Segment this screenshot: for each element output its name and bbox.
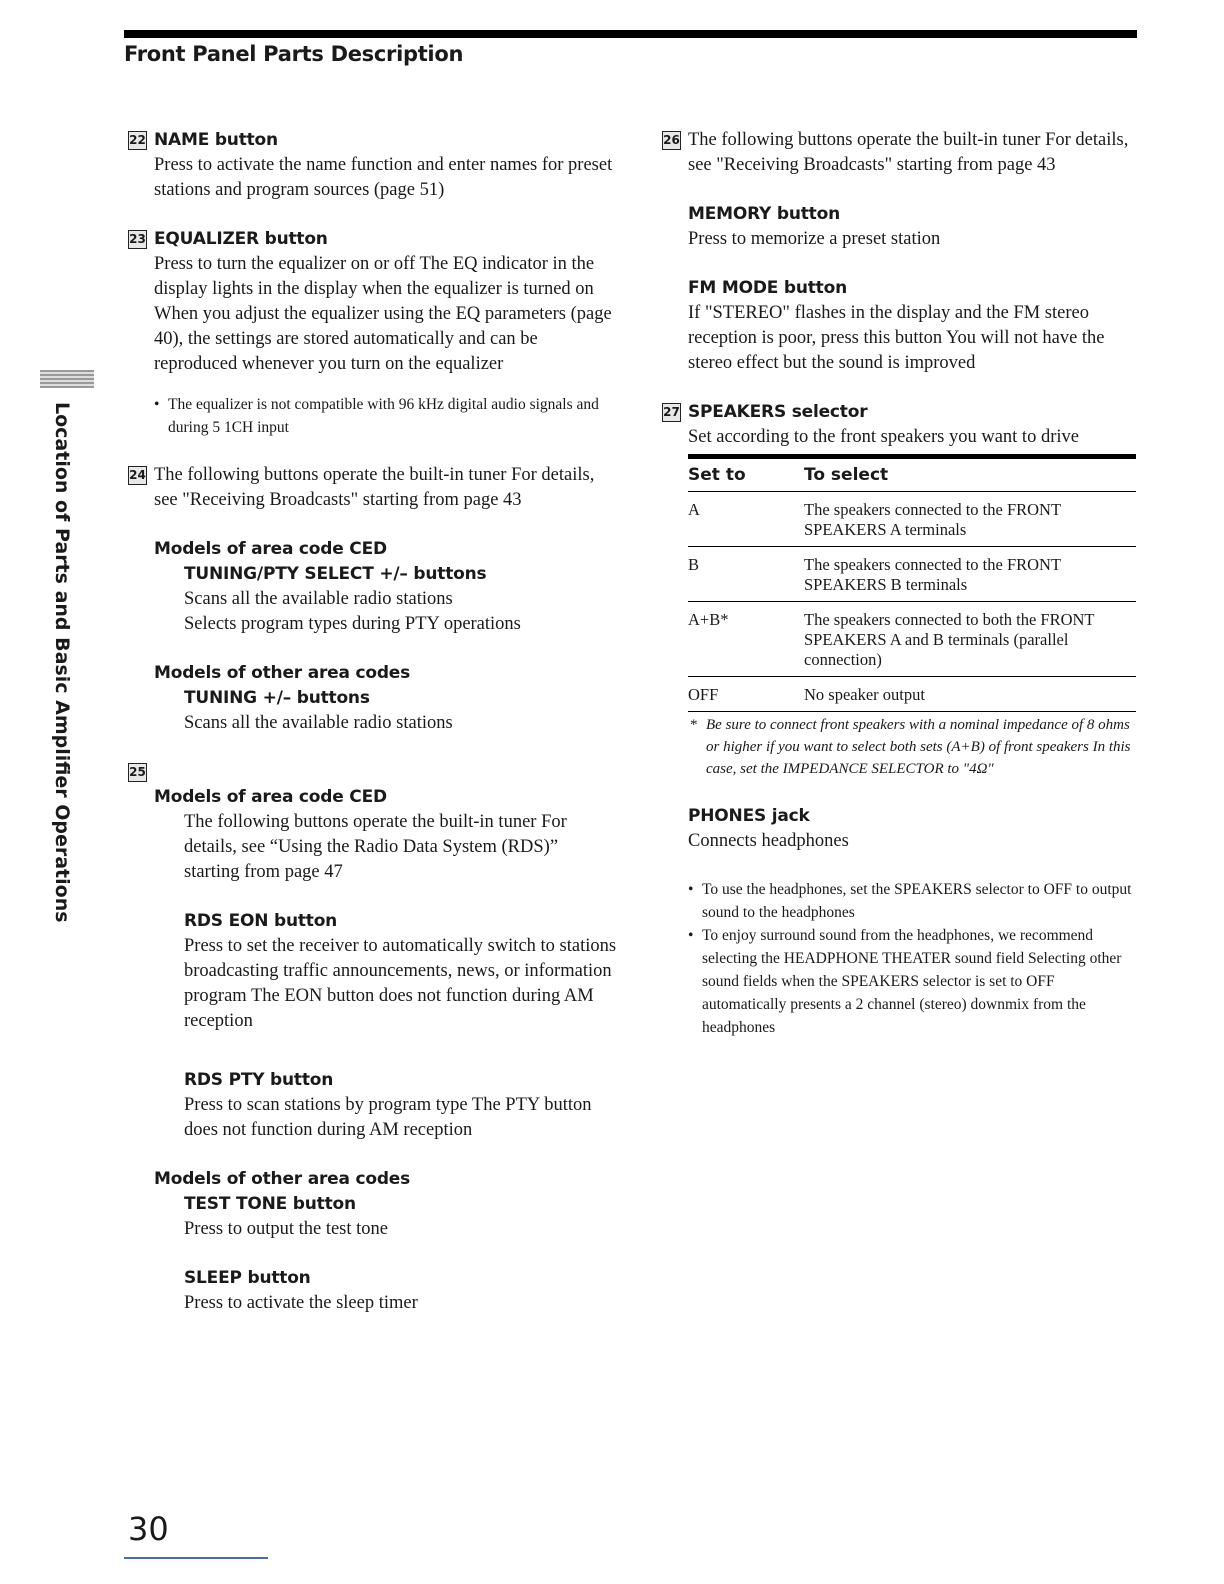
item-number-26: 26 [662, 131, 681, 150]
cell-setting: A [688, 492, 804, 547]
tuning-pty-select-title: TUNING/PTY SELECT +/– buttons [184, 564, 487, 584]
name-button-desc: Press to activate the name function and enter names for preset stations and program sources (page 51) [154, 155, 613, 200]
speakers-selector-desc: Set according to the front speakers you want to drive [688, 427, 1079, 447]
equalizer-desc-2: When you adjust the equalizer using the EQ parameters (page 40), the settings are stored automatically and can be reproduced whenever you turn on the equalizer [154, 304, 612, 374]
cell-setting: B [688, 547, 804, 602]
name-button-title: NAME button [154, 130, 278, 150]
tuning-pty-line-2: Selects program types during PTY operations [184, 614, 521, 634]
memory-button-title: MEMORY button [688, 204, 840, 224]
item-number-27: 27 [662, 403, 681, 422]
footnote-marker: * [690, 717, 698, 733]
table-row [688, 677, 1136, 712]
rds-pty-desc: Press to scan stations by program type The PTY button does not function during AM reception [184, 1095, 592, 1140]
item-27 [662, 400, 1134, 1039]
phones-note-2: • To enjoy surround sound from the headphones, we recommend selecting the HEADPHONE THEATER sound field Selecting other sound fields when the SPEAKERS selector is set to OFF automatically presents a 2 channel (stereo) downmix from the headphones [688, 924, 1134, 1039]
other-area-heading-2: Models of other area codes [154, 1169, 411, 1189]
top-rule [124, 30, 1137, 38]
speakers-footnote [688, 714, 1134, 780]
speakers-selector-title: SPEAKERS selector [688, 402, 868, 422]
ced-heading-2: Models of area code CED [154, 787, 387, 807]
footnote-text: Be sure to connect front speakers with a nominal impedance of 8 ohms or higher if you want to select both sets (A+B) of front speakers In this case, set the IMPEDANCE SELECTOR to "4Ω" [706, 717, 1131, 777]
sidebar-section-label: Location of Parts and Basic Amplifier Operations [51, 402, 73, 923]
phones-note-1: • To use the headphones, set the SPEAKERS selector to OFF to output sound to the headphones [688, 878, 1134, 924]
sleep-desc: Press to activate the sleep timer [184, 1293, 418, 1313]
page-number: 30 [128, 1510, 169, 1548]
equalizer-desc-1: Press to turn the equalizer on or off The EQ indicator in the display lights in the display when the equalizer is turned on [154, 254, 595, 299]
item-24 [128, 463, 618, 736]
sidebar-section [50, 402, 74, 923]
table-row [688, 547, 1136, 602]
rds-eon-title: RDS EON button [184, 911, 338, 931]
tuner-buttons-intro-2: The following buttons operate the built-in tuner For details, see "Receiving Broadcasts" starting from page 43 [688, 130, 1129, 175]
equalizer-button-title: EQUALIZER button [154, 229, 328, 249]
test-tone-title: TEST TONE button [184, 1194, 356, 1214]
right-column [662, 128, 1134, 1039]
cell-description: The speakers connected to both the FRONT SPEAKERS A and B terminals (parallel connection) [804, 602, 1136, 677]
fm-mode-title: FM MODE button [688, 278, 847, 298]
table-header-row [688, 457, 1136, 492]
speakers-table [688, 454, 1136, 712]
sleep-title: SLEEP button [184, 1268, 311, 1288]
table-row [688, 492, 1136, 547]
tuner-buttons-intro: The following buttons operate the built-in tuner For details, see "Receiving Broadcasts" starting from page 43 [154, 465, 595, 510]
cell-description: The speakers connected to the FRONT SPEAKERS B terminals [804, 547, 1136, 602]
cell-setting: OFF [688, 677, 804, 712]
col-header-to-select: To select [804, 457, 1136, 492]
equalizer-note: • The equalizer is not compatible with 96 kHz digital audio signals and during 5 1CH input [154, 393, 618, 439]
cell-description: No speaker output [804, 677, 1136, 712]
rds-eon-desc: Press to set the receiver to automatically switch to stations broadcasting traffic announcements, news, or information program The EON button does not function during AM reception [184, 936, 617, 1031]
fm-mode-desc: If "STEREO" flashes in the display and the FM stereo reception is poor, press this button You will not have the stereo effect but the sound is improved [688, 303, 1105, 373]
rds-pty-title: RDS PTY button [184, 1070, 334, 1090]
ced-heading: Models of area code CED [154, 539, 387, 559]
col-header-set-to: Set to [688, 457, 804, 492]
item-26 [662, 128, 1134, 376]
tuning-buttons-desc: Scans all the available radio stations [184, 713, 453, 733]
item-number-25: 25 [128, 763, 147, 782]
phones-jack-desc: Connects headphones [688, 831, 849, 851]
tuning-buttons-title: TUNING +/– buttons [184, 688, 370, 708]
item-23 [128, 227, 618, 439]
page-title: Front Panel Parts Description [124, 42, 464, 66]
table-row [688, 602, 1136, 677]
cell-description: The speakers connected to the FRONT SPEAKERS A terminals [804, 492, 1136, 547]
other-area-heading: Models of other area codes [154, 663, 411, 683]
item-number-23: 23 [128, 230, 147, 249]
phones-jack-title: PHONES jack [688, 806, 810, 826]
item-22 [128, 128, 618, 203]
footer-rule [124, 1557, 268, 1559]
test-tone-desc: Press to output the test tone [184, 1219, 388, 1239]
section-tab-marker [40, 370, 94, 388]
tuning-pty-line-1: Scans all the available radio stations [184, 589, 453, 609]
rds-intro: The following buttons operate the built-in tuner For details, see “Using the Radio Data System (RDS)” starting from page 47 [184, 812, 567, 882]
item-25 [128, 760, 618, 1316]
cell-setting: A+B* [688, 602, 804, 677]
item-number-22: 22 [128, 131, 147, 150]
item-number-24: 24 [128, 466, 147, 485]
left-column [128, 128, 618, 1316]
memory-button-desc: Press to memorize a preset station [688, 229, 941, 249]
